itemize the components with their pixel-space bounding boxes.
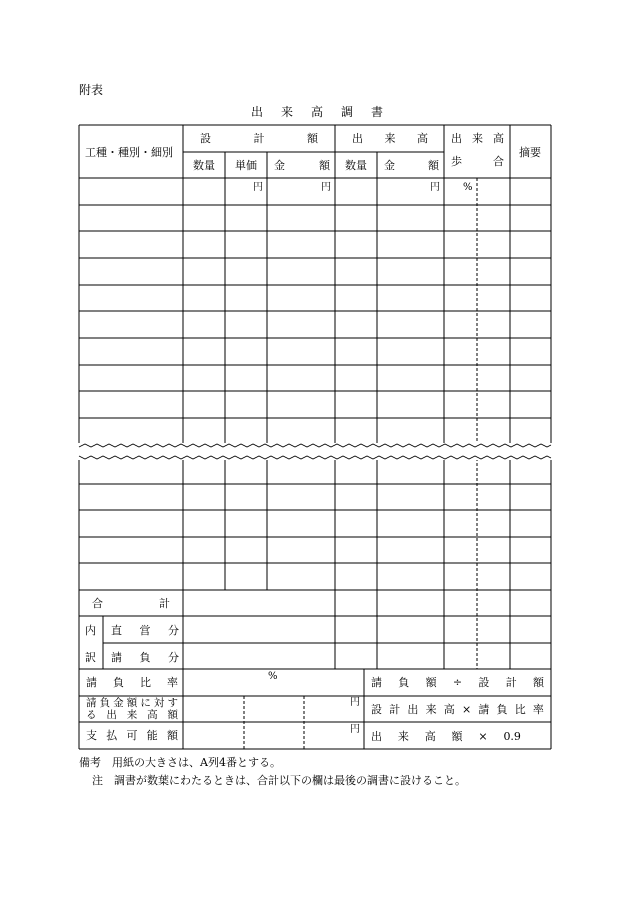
contract-ratio-label: 請 負 比 率 [86,676,178,689]
note-multiple-sheets: 注 調書が数葉にわたるときは、合計以下の欄は最後の調書に設けること。 [92,774,466,787]
payable-label: 支 払 可 能 額 [86,729,178,742]
header-quantity: 数量 [193,159,215,172]
unit-yen-contract-completed: 円 [350,697,360,708]
direct-label: 直 営 分 [111,624,179,637]
header-completed-quantity: 数量 [345,159,367,172]
note-paper-size: 備考 用紙の大きさは、A列4番とする。 [79,756,281,769]
contract-completed-line2: る 出 来 高 額 [86,709,178,721]
header-completed-amount: 金 額 [384,159,439,172]
header-work-type: 工種・種別・細別 [85,146,173,159]
contract-completed-line1: 請 負 金 額 に 対 す [86,697,178,709]
breakdown-label-1: 内 [85,624,96,637]
header-design-amount: 設 計 額 [200,132,318,145]
unit-yen-amount: 円 [321,182,331,193]
header-amount: 金 額 [274,159,330,172]
unit-percent-ratio: % [268,671,278,682]
unit-yen-completed-amount: 円 [430,182,440,193]
formula-contract-completed: 設 計 出 来 高 × 請 負 比 率 [371,703,544,716]
formula-contract-ratio: 請 負 額 ÷ 設 計 額 [371,676,544,689]
header-remarks: 摘要 [519,146,541,159]
formula-payable: 出 来 高 額 × 0.9 [371,730,521,743]
unit-yen-payable: 円 [350,724,360,735]
unit-percent-progress: % [463,182,473,193]
header-progress-rate-top: 出 来 高 [451,132,504,145]
attachment-label: 附表 [79,83,104,97]
contract-label: 請 負 分 [111,651,179,664]
breakdown-label-2: 訳 [85,651,96,664]
header-unit-price: 単価 [235,159,257,172]
page-title: 出 来 高 調 書 [251,105,383,119]
header-progress-rate-bottom: 歩 合 [451,155,504,168]
total-label: 合 計 [92,597,170,610]
header-completed: 出 来 高 [352,132,428,145]
unit-yen-unit-price: 円 [253,182,263,193]
